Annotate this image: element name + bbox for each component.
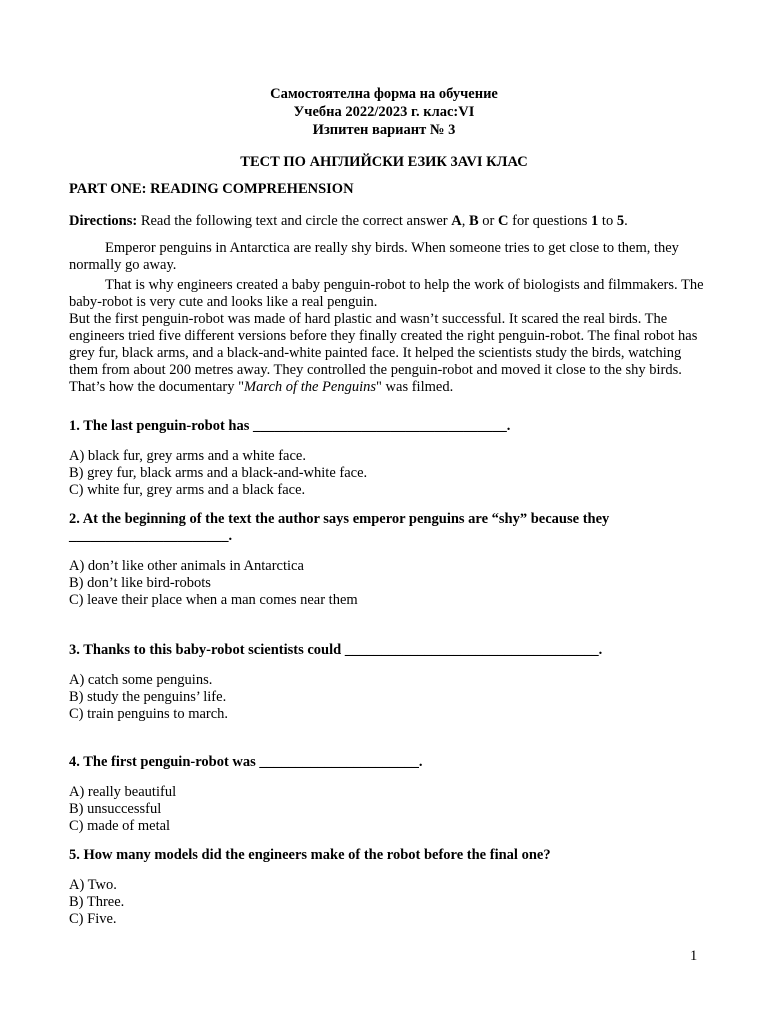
question-5 <box>69 847 709 928</box>
question-range-start: 1 <box>591 213 599 229</box>
directions-separator: or <box>478 213 498 229</box>
directions-end: . <box>624 213 628 229</box>
answer-options <box>69 558 709 609</box>
option-b[interactable]: B) unsuccessful <box>69 801 162 817</box>
option-a[interactable]: A) catch some penguins. <box>69 672 213 688</box>
header-line-2: Учебна 2022/2023 г. клас:VI <box>293 104 475 120</box>
question-stem: 4. The first penguin-robot was ______________________. <box>69 754 423 770</box>
option-c[interactable]: C) Five. <box>69 911 117 927</box>
question-1 <box>69 418 709 499</box>
option-a[interactable]: A) black fur, grey arms and a white face. <box>69 448 306 464</box>
option-c[interactable]: C) train penguins to march. <box>69 706 229 722</box>
option-c[interactable]: C) leave their place when a man comes near them <box>69 592 358 608</box>
passage-paragraph-2: That is why engineers created a baby penguin-robot to help the work of biologists and filmmakers. The baby-robot is very cute and looks like a real penguin. <box>69 277 704 310</box>
answer-options <box>69 784 709 835</box>
question-range-end: 5 <box>616 213 625 229</box>
test-title: ТЕСТ ПО АНГЛИЙСКИ ЕЗИК 3AVI КЛАС <box>240 154 528 170</box>
answer-options <box>69 877 709 928</box>
option-b[interactable]: B) study the penguins’ life. <box>69 689 227 705</box>
header-line-1: Самостоятелна форма на обучение <box>270 86 498 102</box>
passage-text: " was filmed. <box>376 379 454 395</box>
question-3 <box>69 642 709 723</box>
option-b[interactable]: B) Three. <box>69 894 125 910</box>
directions-text: for questions <box>508 213 592 229</box>
answer-letter-b: B <box>468 213 479 229</box>
passage-paragraph-3 <box>69 311 709 396</box>
directions <box>69 213 709 230</box>
reading-passage <box>69 240 709 396</box>
option-b[interactable]: B) grey fur, black arms and a black-and-white face. <box>69 465 368 481</box>
passage-text: But the first penguin-robot was made of hard plastic and wasn’t successful. It scared the real birds. The engineers tried five different versions before they finally created the right penguin-robot. The final robot has grey fur, black arms, and a black-and-white painted face. It helped the scientists study the birds, watching them from about 200 metres away. They controlled the penguin-robot and moved it close to the shy birds. That’s how the documentary " <box>69 311 698 395</box>
answer-letter-a: A <box>451 213 462 229</box>
option-a[interactable]: A) really beautiful <box>69 784 177 800</box>
page-number: 1 <box>690 948 698 964</box>
answer-options <box>69 672 709 723</box>
question-stem: 2. At the beginning of the text the author says emperor penguins are “shy” because they ______________________. <box>69 511 610 544</box>
directions-text: Read the following text and circle the correct answer <box>137 213 452 229</box>
answer-letter-c: C <box>498 213 509 229</box>
option-c[interactable]: C) made of metal <box>69 818 171 834</box>
question-stem: 5. How many models did the engineers make of the robot before the final one? <box>69 847 551 863</box>
option-a[interactable]: A) Two. <box>69 877 117 893</box>
passage-paragraph-1: Emperor penguins in Antarctica are really shy birds. When someone tries to get close to them, they normally go away. <box>69 240 679 273</box>
directions-label: Directions: <box>69 213 138 229</box>
directions-text: to <box>598 213 617 229</box>
question-4 <box>69 754 709 835</box>
answer-options <box>69 448 709 499</box>
header-line-3: Изпитен вариант № 3 <box>312 122 456 138</box>
documentary-title: March of the Penguins <box>244 379 376 395</box>
question-stem: 3. Thanks to this baby-robot scientists could ___________________________________. <box>69 642 603 658</box>
option-a[interactable]: A) don’t like other animals in Antarctica <box>69 558 304 574</box>
question-stem: 1. The last penguin-robot has ___________________________________. <box>69 418 511 434</box>
question-2 <box>69 511 709 609</box>
option-c[interactable]: C) white fur, grey arms and a black face. <box>69 482 306 498</box>
option-b[interactable]: B) don’t like bird-robots <box>69 575 211 591</box>
document-header <box>0 86 768 140</box>
part-title: PART ONE: READING COMPREHENSION <box>69 181 354 197</box>
directions-separator: , <box>461 213 469 229</box>
